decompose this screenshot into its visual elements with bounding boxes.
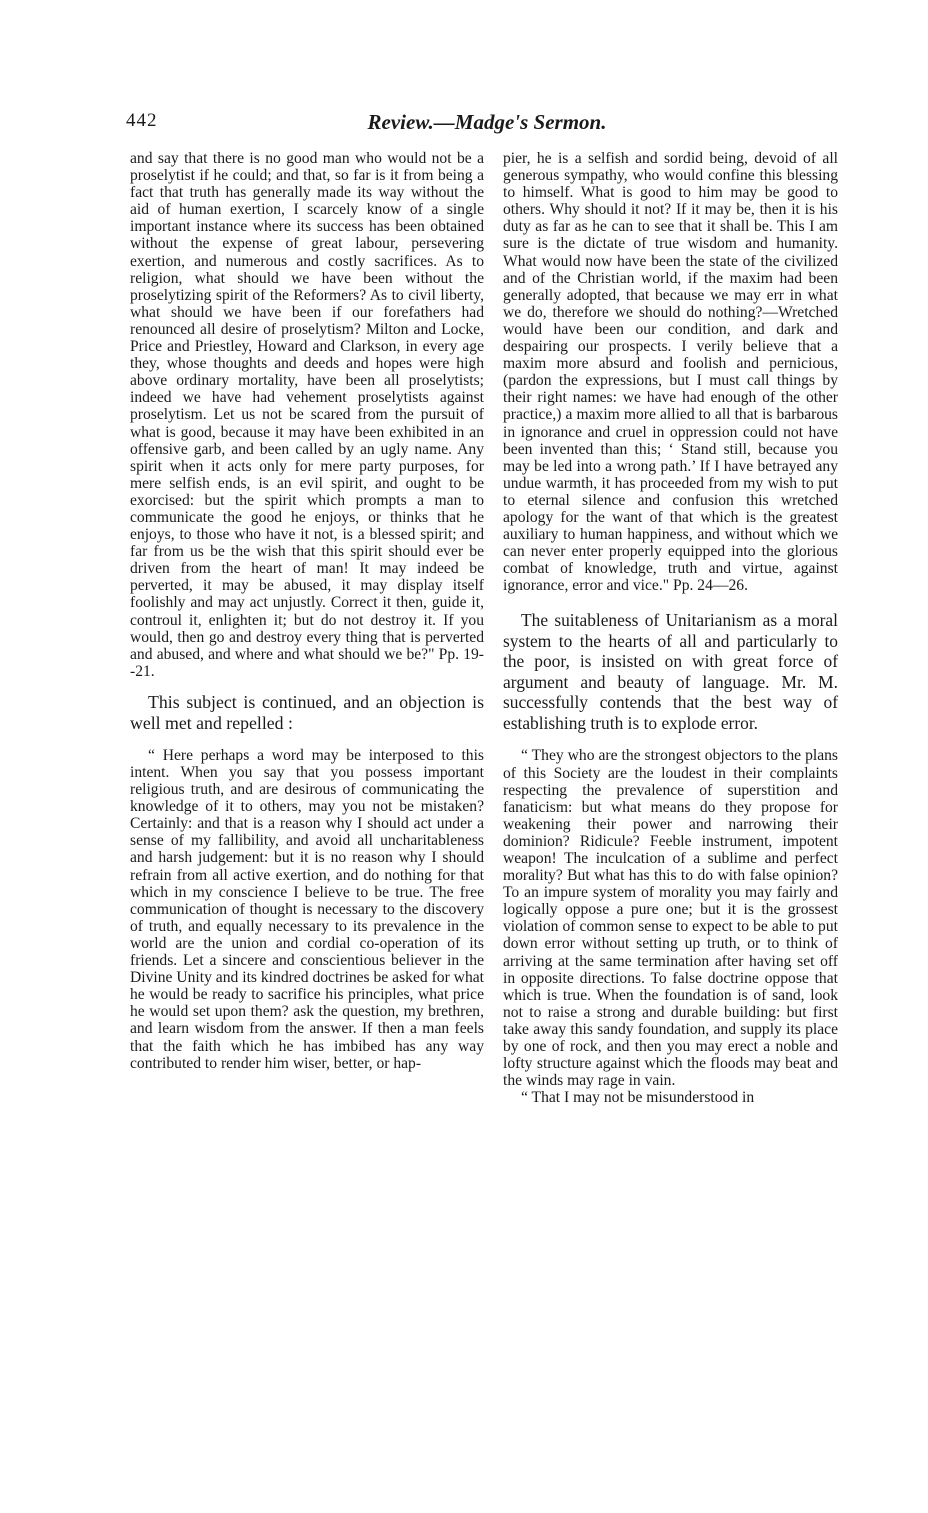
- quoted-passage-start: “ That I may not be misunderstood in: [521, 1089, 755, 1107]
- page-header: [126, 110, 848, 140]
- quote-continuation-paragraph: pier, he is a selfish and sordid being, devoid of all generous sympathy, who would confine this blessing to himself. What is good to him may be good to others. Why should it not? If it may be, then it is his duty as far as he can to see that it shall be. This I am sure is the dictate of true wisdom and humanity. What would now have been the state of the civilized and of the Christian world, if the maxim had been generally adopted, that because we may err in what we do, therefore we should do nothing?—Wretched would have been our condition, and dark and despairing our prospects. I verily believe that a maxim more absurd and foolish and pernicious, (pardon the expressions, but I must call things by their right names: we have had enough of the other practice,) a maxim more allied to all that is barbarous in ignorance and cruel in oppression could not have been invented than this; ‘ Stand still, because you may be led into a wrong path.’ If I have betrayed any undue warmth, it has proceeded from my wish to put to eternal silence and confusion this wretched apology for the want of that which is the greatest auxiliary to human happiness, and without which we can never enter properly equipped into the glorious combat of knowledge, truth and virtue, against ignorance, error and vice." Pp. 24—26.: [503, 150, 838, 595]
- quote-continuation-paragraph: and say that there is no good man who would not be a proselytist if he could; and that, so far is it from being a fact that truth has generally made its way without the aid of human exertion, I scarcely know of a single important instance where its success has been obtained without the expense of great labour, persevering exertion, and numerous and costly sacrifices. As to religion, what should we have been without the proselytizing spirit of the Reformers? As to civil liberty, what should we have been if our forefathers had renounced all desire of proselytism? Milton and Locke, Price and Priestley, Howard and Clarkson, in every age they, whose thoughts and deeds and hopes were high above ordinary mortality, have been all proselytists; indeed we have had vehement proselytists against proselytism. Let us not be scared from the pursuit of what is good, because it may have been exhibited in an offensive garb, and been called by an ugly name. Any spirit when it acts only for mere party purposes, for mere selfish ends, is an evil spirit, and ought to be exorcised: but the spirit which prompts a man to communicate the good he enjoys, or thinks that he enjoys, to those who have it not, is a blessed spirit; and far from us be the wish that this spirit should ever be driven from the heart of man! It may indeed be perverted, it may be abused, it may display itself foolishly and may act unjustly. Correct it then, guide it, controul it, enlighten it; but do not destroy it. If you would, then go and destroy every thing that is perverted and abused, and where and what should we be?" Pp. 19--21.: [130, 150, 484, 680]
- running-title: Review.—Madge's Sermon.: [367, 110, 607, 134]
- left-column: [130, 150, 484, 1072]
- page-number: 442: [126, 110, 158, 131]
- quoted-passage-paragraph: “ They who are the strongest objectors to the plans of this Society are the loudest in their complaints respecting the prevalence of superstition and fanaticism: but what means do they propose for weakening their power and narrowing their dominion? Ridicule? Feeble instrument, impotent weapon! The inculcation of a sublime and perfect morality? But what has this to do with false opinion? To an impure system of morality you may fairly and logically oppose a pure one; but it is the grossest violation of common sense to expect to be able to put down error without setting up truth, or to think of arriving at the same termination after having set off in opposite directions. To false doctrine oppose that which is true. When the foundation is of sand, look not to raise a strong and durable building: but first take away this sandy foundation, and supply its place by one of rock, and then you may erect a noble and lofty structure against which the floods may beat and the winds may rage in vain.: [503, 747, 838, 1090]
- quoted-passage-paragraph: “ Here perhaps a word may be interposed to this intent. When you say that you possess important religious truth, and are desirous of communicating the knowledge of it to others, may you not be mistaken? Certainly: and that is a reason why I should act under a sense of my fallibility, and avoid all uncharitableness and harsh judgement: but it is no reason why I should refrain from all active exertion, and do nothing for that which in my conscience I believe to be true. The free communication of thought is necessary to the discovery of truth, and equally necessary to its prevalence in the world are the union and cordial co-operation of its friends. Let a sincere and conscientious believer in the Divine Unity and its kindred doctrines be asked for what he would be ready to sacrifice his principles, what price he would set upon them? ask the question, my brethren, and learn wisdom from the answer. If then a man feels that the faith which he has imbibed has any way contributed to render him wiser, better, or hap-: [130, 746, 484, 1072]
- review-commentary-paragraph: The suitableness of Unitarianism as a moral system to the hearts of all and particularly to the poor, is insisted on with great force of argument and beauty of language. Mr. M. successfully contends that the best way of establishing truth is to explode error.: [503, 610, 838, 733]
- right-column: [503, 150, 838, 1106]
- review-commentary-paragraph: This subject is continued, and an objection is well met and repelled :: [130, 691, 484, 734]
